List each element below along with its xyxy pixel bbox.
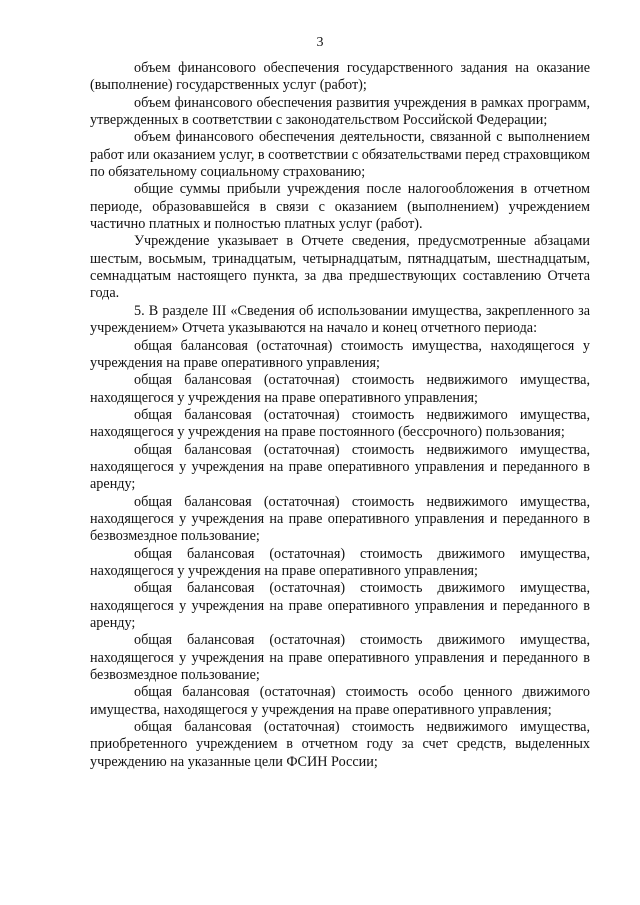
paragraph: объем финансового обеспечения деятельности, связанной с выполнением работ или оказанием услуг, в соответствии с обязательствами перед страховщиком по обязательному социальному страхованию; (90, 129, 590, 181)
paragraph: общая балансовая (остаточная) стоимость недвижимого имущества, приобретенного учреждением в отчетном году за счет средств, выделенных учреждению на указанные цели ФСИН России; (90, 719, 590, 770)
paragraph: объем финансового обеспечения государственного задания на оказание (выполнение) государственных услуг (работ); (90, 60, 590, 94)
paragraph: общая балансовая (остаточная) стоимость движимого имущества, находящегося у учреждения на праве оперативного управления; (90, 545, 590, 579)
paragraph: объем финансового обеспечения развития учреждения в рамках программ, утвержденных в соответствии с законодательством Российской Федерации; (90, 94, 590, 129)
paragraph: общая балансовая (остаточная) стоимость особо ценного движимого имущества, находящегося у учреждения на праве оперативного управления; (90, 684, 590, 718)
paragraph: общие суммы прибыли учреждения после налогообложения в отчетном периоде, образовавшейся в связи с оказанием (выполнением) учреждением частично платных и полностью платных услуг (работ). (90, 181, 590, 233)
paragraph: общая балансовая (остаточная) стоимость недвижимого имущества, находящегося у учреждения на праве оперативного управления; (90, 372, 590, 406)
page-number: 3 (316, 35, 324, 50)
paragraph: общая балансовая (остаточная) стоимость движимого имущества, находящегося у учреждения на праве оперативного управления и переданного в безвозмездное пользование; (90, 632, 590, 684)
paragraph: общая балансовая (остаточная) стоимость имущества, находящегося у учреждения на праве оперативного управления; (90, 337, 590, 371)
paragraph: Учреждение указывает в Отчете сведения, предусмотренные абзацами шестым, восьмым, тринадцатым, четырнадцатым, пятнадцатым, шестнадцатым, семнадцатым настоящего пункта, за два предшествующих составлению Отчета года. (90, 233, 590, 302)
paragraph: общая балансовая (остаточная) стоимость недвижимого имущества, находящегося у учреждения на праве постоянного (бессрочного) пользования; (90, 406, 590, 441)
paragraph: общая балансовая (остаточная) стоимость недвижимого имущества, находящегося у учреждения на праве оперативного управления и переданного в безвозмездное пользование; (90, 493, 590, 545)
paragraph: общая балансовая (остаточная) стоимость движимого имущества, находящегося у учреждения на праве оперативного управления и переданного в аренду; (90, 580, 590, 631)
section-5-heading-paragraph: 5. В разделе III «Сведения об использовании имущества, закрепленного за учреждением» Отчета указываются на начало и конец отчетного периода: (90, 302, 590, 337)
body-text (90, 60, 590, 771)
paragraph: общая балансовая (остаточная) стоимость недвижимого имущества, находящегося у учреждения на праве оперативного управления и переданного в аренду; (90, 441, 590, 493)
